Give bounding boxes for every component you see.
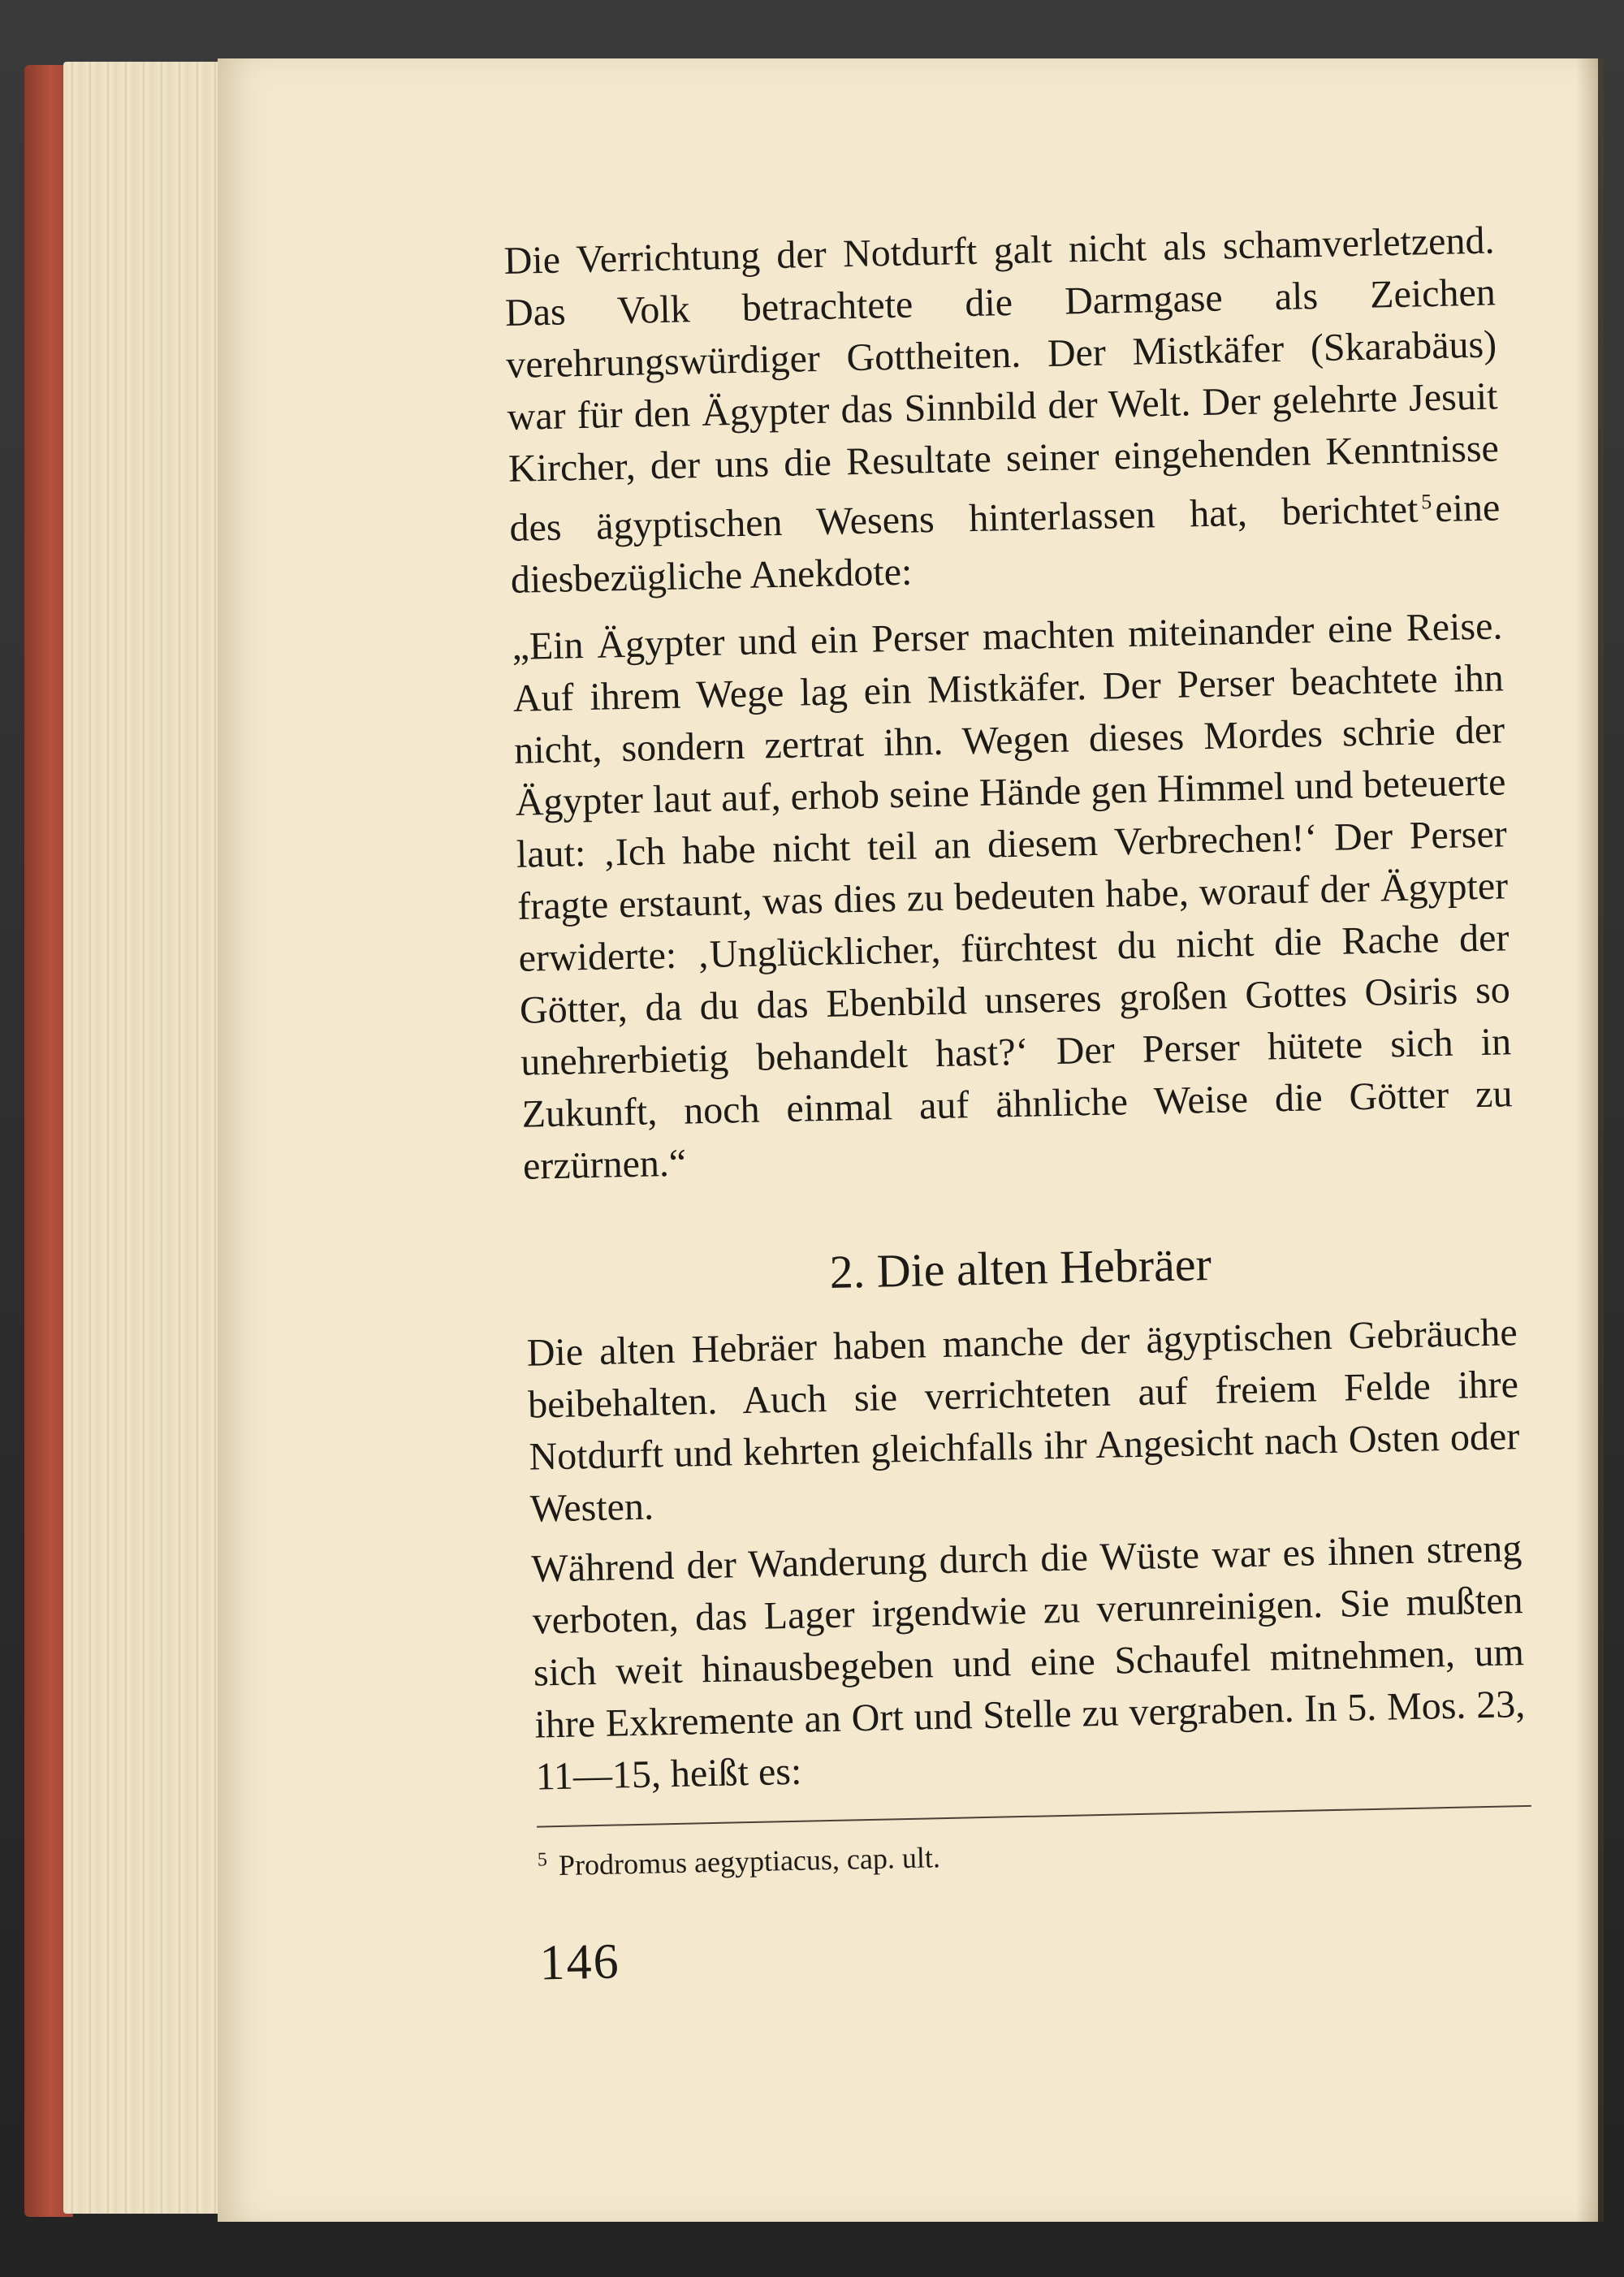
- intro-paragraph-text-b: eine diesbezügliche Anekdote:: [510, 486, 1501, 602]
- page-number: 146: [538, 1934, 621, 1991]
- page-gutter-shadow: [1575, 58, 1604, 2222]
- footnote-text: Prodromus aegyptiacus, cap. ult.: [558, 1841, 941, 1882]
- page-text-block: [503, 214, 1531, 1992]
- section-paragraph-1: Die alten Hebräer haben manche der ägyptischen Gebräuche beibehalten. Auch sie verrichteten auf freiem Felde ihre Notdurft und kehrten gleichfalls ihr Angesicht nach Osten oder Westen.: [526, 1311, 1520, 1531]
- section-paragraph-2: Während der Wanderung durch die Wüste war es ihnen streng verboten, das Lager irgendwie zu verunreinigen. Sie mußten sich weit hinausbegeben und eine Schaufel mitnehmen, um ihre Exkremente an Ort und Stelle zu vergraben. In 5. Mos. 23, 11—15, heißt es:: [530, 1527, 1526, 1799]
- footnote-number: 5: [537, 1849, 548, 1871]
- footnote: [537, 1820, 1528, 1886]
- footnote-reference: 5: [1420, 490, 1432, 514]
- section-heading: 2. Die alten Hebräer: [829, 1238, 1212, 1298]
- intro-paragraph: [503, 214, 1501, 606]
- anecdote-quote: „Ein Ägypter und ein Perser machten miteinander eine Reise. Auf ihrem Wege lag ein Mistkäfer. Der Perser beachtete ihn nicht, sondern zertrat ihn. Wegen dieses Mordes schrie der Ägypter laut auf, erhob seine Hände gen Himmel und beteuerte laut: ‚Ich habe nicht teil an diesem Verbrechen!‘ Der Perser fragte erstaunt, was dies zu bedeuten habe, worauf der Ägypter erwiderte: ‚Unglücklicher, fürchtest du nicht die Rache der Götter, da du das Ebenbild unseres großen Gottes Osiris so unehrerbietig behandelt hast?‘ Der Perser hütete sich in Zukunft, noch einmal auf ähnliche Weise die Götter zu erzürnen.“: [512, 604, 1513, 1188]
- intro-paragraph-text-a: Die Verrichtung der Notdurft galt nicht als schamverletzend. Das Volk betrachtete die Darmgase als Zeichen verehrungswürdiger Gottheiten. Der Mistkäfer (Skarabäus) war für den Ägypter das Sinnbild der Welt. Der gelehrte Jesuit Kircher, der uns die Resultate seiner eingehenden Kenntnisse des ägyptischen Wesens hinterlassen hat, berichtet: [503, 218, 1500, 550]
